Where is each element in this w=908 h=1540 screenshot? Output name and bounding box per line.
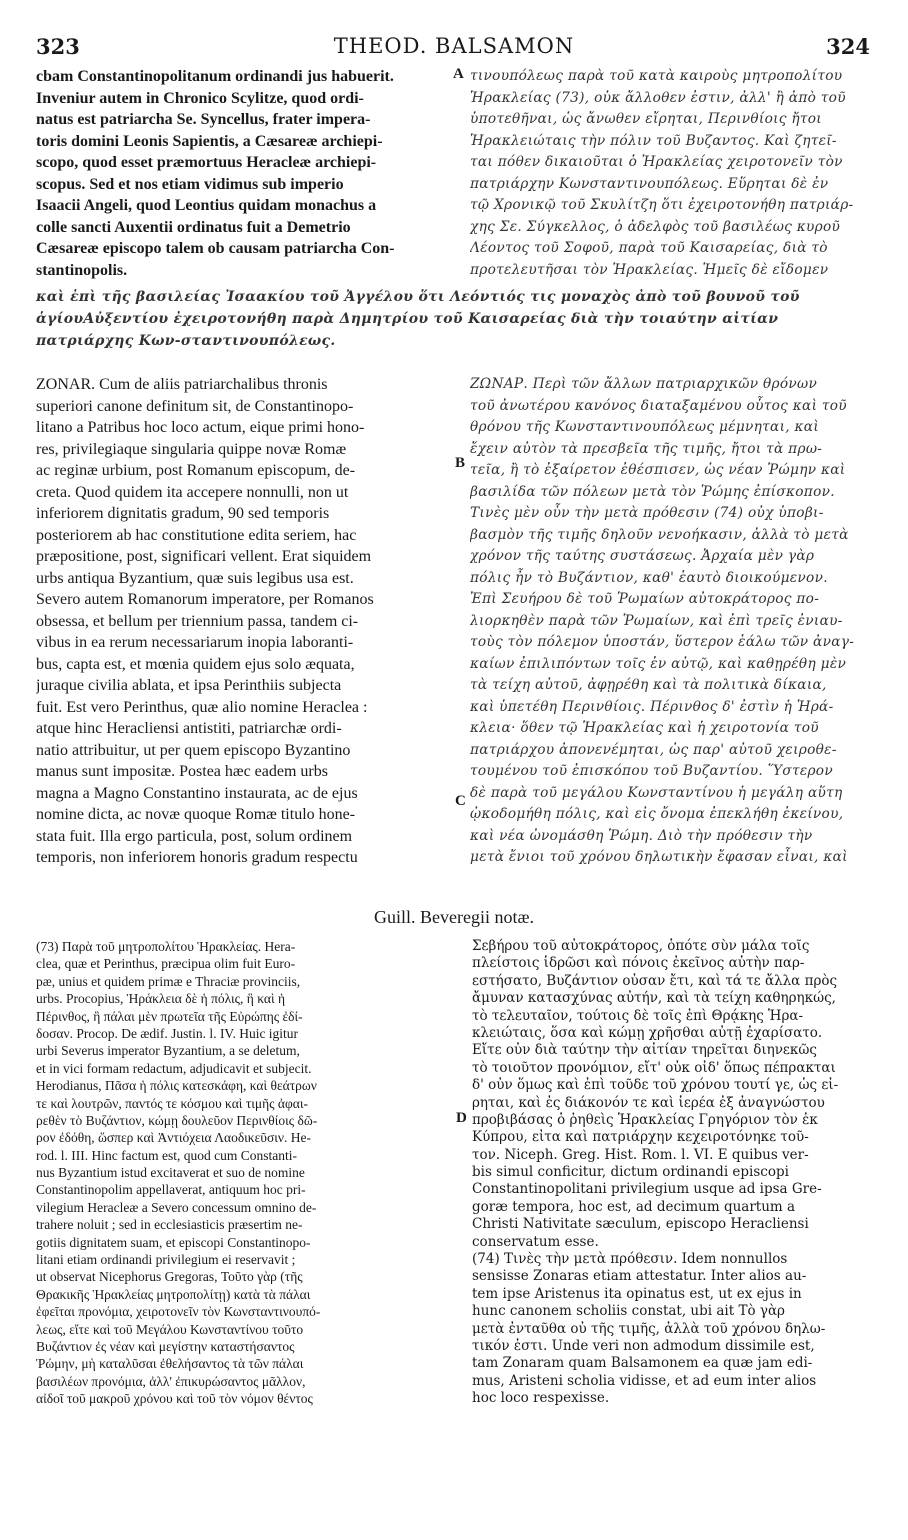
- note-line: (74) Τινὲς τὴν μετὰ πρόθεσιν. Idem nonnullos: [472, 1251, 788, 1268]
- note-line: litani etiam ordinandi privilegium ei reservavit ;: [36, 1252, 296, 1268]
- text-line: Inveniur autem in Chronico Scylitze, quod ordi-: [36, 89, 364, 107]
- text-line: inferiorem dignitatis gradum, 90 sed temporis: [36, 505, 330, 522]
- note-line: μετὰ ἐνταῦθα οὐ τῆς τιμῆς, ἀλλὰ τοῦ χρόνου δηλω-: [472, 1320, 826, 1337]
- text-line: τοὺς τὸν πόλεμον ὑποστάν, ὕστερον ἑάλω τῶν ἀναγ-: [470, 634, 855, 650]
- text-line: καὶ νέα ὠνομάσθη Ῥώμη. Διὸ τὴν πρόθεσιν τὴν: [470, 827, 813, 844]
- note-line: ρηται, καὶ ἐς διάκονόν τε καὶ ἱερέα ἐξ ἀναγνώστου: [472, 1094, 825, 1111]
- note-line: ἐφεῖται προνόμια, χειροτονεῖν τὸν Κωνσταντινουπό-: [36, 1304, 321, 1320]
- text-line: σταντινουπόλεως.: [180, 333, 336, 349]
- text-line: temporis, non inferiorem honoris gradum respectu: [36, 849, 358, 866]
- text-line: Ἐπὶ Σευήρου δὲ τοῦ Ῥωμαίων αὐτοκράτορος πο-: [470, 591, 820, 607]
- text-line: ZONAR. Cum de aliis patriarchalibus thronis: [36, 376, 328, 393]
- text-line: χης Σε. Σύγκελλος, ὁ ἀδελφὸς τοῦ βασιλέως κυροῦ: [470, 218, 841, 235]
- note-line: ρεθὲν τὸ Βυζάντιον, κώμῃ δουλεῦον Περινθίοις δῶ-: [36, 1112, 318, 1128]
- notes-right-column: [472, 938, 874, 1408]
- note-line: Christi Nativitate sæculum, episcopo Heracliensi: [472, 1216, 809, 1233]
- note-line: Κύπρου, εἶτα καὶ πατριάρχην κεχειροτόνηκε τοῦ-: [472, 1129, 809, 1146]
- text-line: τὰ τείχη αὐτοῦ, ἀφῃρέθη καὶ τὰ πολιτικὰ δίκαια,: [470, 677, 827, 693]
- note-line: τὸ τοιοῦτον προνόμιον, εἴτ' οὐκ οἶδ' ὅπως πέπρακται: [472, 1059, 836, 1076]
- text-line: ᾠκοδομήθη πόλις, καὶ εἰς ὄνομα ἐπεκλήθη ἐκείνου,: [470, 806, 844, 822]
- text-line: βασμὸν τῆς τιμῆς δηλοῦν νενοήκασιν, ἀλλὰ τὸ μετὰ: [470, 526, 849, 543]
- text-line: τοῦ ἀνωτέρου κανόνος διαταξαμένου οὗτος καὶ τοῦ: [470, 397, 847, 414]
- note-line: ρον ἐδόθη, ὥσπερ καὶ Ἀντιόχεια Λαοδικεῦσιν. He-: [36, 1130, 311, 1146]
- text-line: Λέοντος τοῦ Σοφοῦ, παρὰ τοῦ Καισαρείας, διὰ τὸ: [470, 240, 828, 256]
- note-line: προβιβάσας ὁ ῥηθεὶς Ἡρακλείας Γρηγόριον τὸν ἐκ: [472, 1111, 818, 1128]
- note-line: ut observat Nicephorus Gregoras, Τοῦτο γὰρ (τῆς: [36, 1269, 303, 1285]
- text-line: urbs antiqua Byzantium, quæ suis legibus usa est.: [36, 569, 354, 587]
- text-line: λιορκηθὲν παρὰ τῶν Ῥωμαίων, καὶ ἐπὶ τρεῖς ἐνιαυ-: [470, 612, 843, 629]
- text-line: Severo autem Romanorum imperatore, per Romanos: [36, 591, 374, 608]
- zonaras-latin-column: [36, 374, 454, 869]
- note-line: Constantinopolitani privilegium usque ad ipsa Gre-: [472, 1181, 822, 1198]
- note-line: rod. l. III. Hinc factum est, quod cum Constanti-: [36, 1147, 297, 1163]
- text-line: τουμένου τοῦ ἐπισκόπου τοῦ Βυζαντίου. Ὕστερον: [470, 763, 833, 779]
- text-line: scopus. Sed et nos etiam vidimus sub imperio: [36, 175, 344, 193]
- margin-letter-d: D: [456, 1110, 467, 1126]
- text-line: colle sancti Auxentii ordinatus fuit a Demetrio: [36, 218, 351, 236]
- note-line: trahere noluit ; sed in ecclesiasticis præsertim ne-: [36, 1217, 303, 1233]
- text-line: atque hinc Heracliensi antistiti, patriarchæ ordi-: [36, 720, 342, 737]
- text-line: πόλις ἦν τὸ Βυζάντιον, καθ' ἑαυτὸ διοικούμενον.: [470, 569, 828, 586]
- page-number-right: 324: [826, 34, 870, 59]
- text-line: natus est patriarcha Se. Syncellus, frater impera-: [36, 111, 371, 128]
- text-line: posteriorem ab hac constitutione edita seriem, hac: [36, 526, 357, 544]
- text-line: fuit. Est vero Perinthus, quæ alio nomine Heraclea :: [36, 698, 368, 716]
- zonaras-greek-column: [470, 374, 874, 869]
- text-line: creta. Quod quidem ita accepere nonnulli, non ut: [36, 483, 349, 501]
- margin-letter-c: C: [455, 793, 466, 809]
- note-line: πλείστοις ἱδρῶσι καὶ πόνοις ἐκεῖνος αὐτὴν παρ-: [472, 955, 805, 972]
- text-line: τινουπόλεως παρὰ τοῦ κατὰ καιροὺς μητροπολίτου: [470, 68, 843, 84]
- text-line: καίων ἐπιλιπόντων τοῖς ἐν αὐτῷ, καὶ καθῃρέθη μὲν: [470, 655, 847, 672]
- note-line: αἰδοῖ τοῦ μακροῦ χρόνου καὶ τοῦ τὸν νόμον θέντος: [36, 1391, 313, 1407]
- text-line: præpositione, post, significari vellent. Erat siquidem: [36, 548, 372, 565]
- note-line: δ' οὖν ὅμως καὶ ἐπὶ τοῦδε τοῦ χρόνου τουτί γε, ὡς εἰ-: [472, 1077, 839, 1094]
- note-line: nus Byzantium istud excitaverat et suo de nomine: [36, 1165, 305, 1181]
- note-line: clea, quæ et Perinthus, præcipua olim fuit Euro-: [36, 956, 296, 972]
- notes-left-column: [36, 938, 456, 1408]
- note-line: Ῥώμην, μὴ καταλῦσαι ἐθελήσαντος τὰ τῶν πάλαι: [36, 1356, 304, 1372]
- text-line: stantinopolis.: [36, 261, 128, 279]
- text-line: Cæsareæ episcopo talem ob causam patriarcha Con-: [36, 240, 395, 257]
- running-title: THEOD. BALSAMON: [333, 34, 575, 58]
- note-line: sensisse Zonaras etiam attestatur. Inter alios au-: [472, 1268, 807, 1285]
- note-line: urbi Severus imperator Byzantium, a se deletum,: [36, 1043, 300, 1059]
- text-line: obsessa, et bellum per triennium passa, tandem ci-: [36, 612, 359, 630]
- text-line: προτελευτῆσαι τὸν Ἡρακλείας. Ἡμεῖς δὲ εἴδομεν: [470, 261, 829, 278]
- note-line: tam Zonaram quam Balsamonem ea quæ jam edi-: [472, 1355, 813, 1372]
- top-right-column: [470, 66, 874, 281]
- note-line: tem ipse Aristenus ita opinatus est, ut ex ejus in: [472, 1285, 802, 1302]
- text-line: juraque civilia ablata, et ipsa Perinthiis subjecta: [36, 677, 342, 694]
- note-line: et in vici formam redactum, adjudicavit et subjecit.: [36, 1060, 312, 1076]
- full-width-lines: [36, 286, 874, 352]
- note-line: urbs. Procopius, Ἡράκλεια δὲ ἡ πόλις, ἣ καὶ ἡ: [36, 991, 286, 1007]
- text-line: θρόνου τῆς Κωνσταντινουπόλεως μέμνηται, καὶ: [470, 419, 820, 435]
- text-line: litano a Patribus hoc loco actum, eique primi hono-: [36, 419, 365, 436]
- note-line: τε καὶ λουτρῶν, παντός τε κόσμου καὶ τιμῆς ἀφαι-: [36, 1095, 308, 1111]
- text-line: Αὐξεντίου ἐχειροτονήθη παρὰ Δημητρίου τοῦ Καισαρείας διὰ τὴν τοιαύτην αἰτίαν πατριάρχης Κων-: [36, 311, 779, 349]
- note-line: εστήσατο, Βυζάντιον οὖσαν ἔτι, καὶ τά τε ἄλλα πρὸς: [472, 972, 838, 989]
- text-line: Isaacii Angeli, quod Leontius quidam monachus a: [36, 197, 377, 214]
- text-line: μετὰ ἔνιοι τοῦ χρόνου δηλωτικὴν ἔφασαν εἶναι, καὶ: [470, 849, 848, 865]
- note-line: Πέρινθος, ἣ πάλαι μὲν πρωτεῖα τῆς Εὐρώπης ἐδί-: [36, 1008, 303, 1024]
- section-heading: Guill. Beveregii notæ.: [374, 907, 534, 927]
- note-line: Βυζάντιον ἐς νέαν καὶ μεγίστην καταστήσαντος: [36, 1338, 295, 1354]
- note-line: goræ tempora, hoc est, ad decimum quartum a: [472, 1198, 796, 1215]
- text-line: toris domini Leonis Sapientis, a Cæsareæ archiepi-: [36, 132, 383, 150]
- text-line: καὶ ὑπετέθη Περινθίοις. Πέρινθος δ' ἐστὶν ἡ Ἡρά-: [470, 698, 834, 715]
- text-line: ac reginæ urbium, post Romanum episcopum, de-: [36, 462, 356, 479]
- text-line: χρόνον τῆς ταύτης συστάσεως. Ἀρχαία μὲν γὰρ: [470, 548, 815, 564]
- top-left-column: [36, 66, 454, 281]
- text-line: δὲ παρὰ τοῦ μεγάλου Κωνσταντίνου ἡ μεγάλη αὕτη: [470, 784, 843, 801]
- text-line: βασιλίδα τῶν πόλεων μετὰ τὸν Ῥώμης ἐπίσκοπον.: [470, 483, 835, 500]
- note-line: Herodianus, Πᾶσα ἡ πόλις κατεσκάφη, καὶ θεάτρων: [36, 1078, 317, 1094]
- text-line: manus sunt impositæ. Postea hæc eadem urbs: [36, 763, 328, 780]
- text-line: Τινὲς μὲν οὖν τὴν μετὰ πρόθεσιν (74) οὐχ ὑποβι-: [470, 505, 824, 521]
- text-line: cbam Constantinopolitanum ordinandi jus habuerit.: [36, 68, 394, 85]
- note-line: δοσαν. Procop. De ædif. Justin. l. IV. Huic igitur: [36, 1025, 299, 1041]
- text-line: superiori canone definitum sit, de Constantinopo-: [36, 397, 354, 415]
- text-line: κλεια· ὅθεν τῷ Ἡρακλείας καὶ ἡ χειροτονία τοῦ: [470, 720, 819, 736]
- note-line: τὸ τελευταῖον, τούτοις δὲ τοῖς ἐπὶ Θρᾴκης Ἡρα-: [472, 1007, 804, 1024]
- note-line: mus, Aristeni scholia vidisse, et ad eum inter alios: [472, 1372, 817, 1389]
- note-line: hoc loco respexisse.: [472, 1390, 610, 1407]
- note-line: κλειώταις, ὅσα καὶ κώμῃ χρῆσθαι αὐτῇ ἐχαρίσατο.: [472, 1024, 823, 1041]
- text-line: πατριάρχην Κωνσταντινουπόλεως. Εὕρηται δὲ ἐν: [470, 175, 829, 192]
- text-line: nomine dicta, ac novæ quoque Romæ titulo hone-: [36, 806, 356, 823]
- note-line: Εἴτε οὖν διὰ ταύτην τὴν αἰτίαν τηρεῖται διηνεκῶς: [472, 1042, 817, 1059]
- note-line: conservatum esse.: [472, 1233, 599, 1250]
- note-line: τον. Niceph. Greg. Hist. Rom. l. VI. E quibus ver-: [472, 1146, 809, 1163]
- margin-letter-b: B: [455, 455, 466, 471]
- note-line: βασιλέων προνόμια, ἀλλ' ἐπικυρώσαντος μᾶλλον,: [36, 1373, 306, 1389]
- text-line: magna a Magno Constantino instaurata, ac de ejus: [36, 784, 358, 802]
- text-line: ὑποτεθῆναι, ὡς ἄνωθεν εἴρηται, Περινθίοις ἤτοι: [470, 111, 822, 127]
- note-line: pæ, unius et quidem primæ e Thraciæ provinciis,: [36, 973, 301, 989]
- note-line: ἄμυναν κατασχύνας αὐτήν, καὶ τὰ τείχη καθηρηκώς,: [472, 990, 836, 1007]
- text-line: τεῖα, ἢ τὸ ἐξαίρετον ἐθέσπισεν, ὡς νέαν Ῥώμην καὶ: [470, 462, 846, 478]
- text-line: Ἡρακλειώταις τὴν πόλιν τοῦ Βυζαντος. Καὶ ζητεῖ-: [470, 132, 837, 149]
- note-line: bis simul conficitur, dictum ordinandi episcopi: [472, 1164, 789, 1181]
- text-line: πατριάρχου ἀπονενέμηται, ὡς παρ' αὐτοῦ χειροθε-: [470, 741, 837, 758]
- note-line: hunc canonem scholiis constat, ubi ait Τὸ γὰρ: [472, 1303, 785, 1320]
- page-number-left: 323: [36, 34, 80, 59]
- text-line: natio attribuitur, ut per quem episcopo Byzantino: [36, 741, 351, 759]
- text-line: stata fuit. Illa ergo particula, post, solum ordinem: [36, 827, 353, 845]
- running-header: [0, 34, 908, 64]
- text-line: Ἡρακλείας (73), οὐκ ἄλλοθεν ἐστιν, ἀλλ' ἢ ἀπὸ τοῦ: [470, 89, 846, 106]
- text-line: ται πόθεν δικαιοῦται ὁ Ἡρακλείας χειροτονεῖν τὸν: [470, 154, 843, 170]
- note-line: vilegium Heracleæ a Severo concessum omnino de-: [36, 1199, 317, 1215]
- text-line: bus, capta est, et mœnia quidem ejus solo æquata,: [36, 655, 355, 673]
- note-line: Σεβήρου τοῦ αὐτοκράτορος, ὁπότε σὺν μάλα τοῖς: [472, 938, 810, 954]
- text-line: ΖΩΝΑΡ. Περὶ τῶν ἄλλων πατριαρχικῶν θρόνων: [470, 376, 818, 392]
- note-line: τικόν ἐστι. Unde veri non admodum dissimile est,: [472, 1337, 815, 1354]
- text-line: res, privilegiaque singularia quippe novæ Romæ: [36, 440, 347, 458]
- margin-letter-a: A: [453, 66, 464, 82]
- text-line: καὶ ἐπὶ τῆς βασιλείας Ἰσαακίου τοῦ Ἀγγέλου ὅτι Λεόντιός τις μοναχὸς ἀπὸ τοῦ βουνοῦ τοῦ ἁγίου: [36, 289, 800, 327]
- note-line: λεως, εἴτε καὶ τοῦ Μεγάλου Κωνσταντίνου τοῦτο: [36, 1321, 304, 1337]
- note-line: (73) Παρὰ τοῦ μητροπολίτου Ἡρακλείας. Hera-: [36, 939, 296, 954]
- text-line: vibus in ea rerum necessariarum inopia laboranti-: [36, 634, 354, 651]
- text-line: τῷ Χρονικῷ τοῦ Σκυλίτζη ὅτι ἐχειροτονήθη πατριάρ-: [470, 197, 854, 213]
- text-line: ἔχειν αὐτὸν τὰ πρεσβεῖα τῆς τιμῆς, ἤτοι τὰ πρω-: [470, 440, 823, 457]
- note-line: Θρακικῆς Ἡρακλείας μητροπολίτῃ) κατὰ τὰ πάλαι: [36, 1286, 311, 1302]
- note-line: Constantinopolim appellaverat, antiquum hoc pri-: [36, 1182, 306, 1198]
- text-line: scopo, quod esset præmortuus Heracleæ archiepi-: [36, 154, 377, 171]
- note-line: gotiis dignitatem suam, et episcopi Constantinopo-: [36, 1234, 311, 1250]
